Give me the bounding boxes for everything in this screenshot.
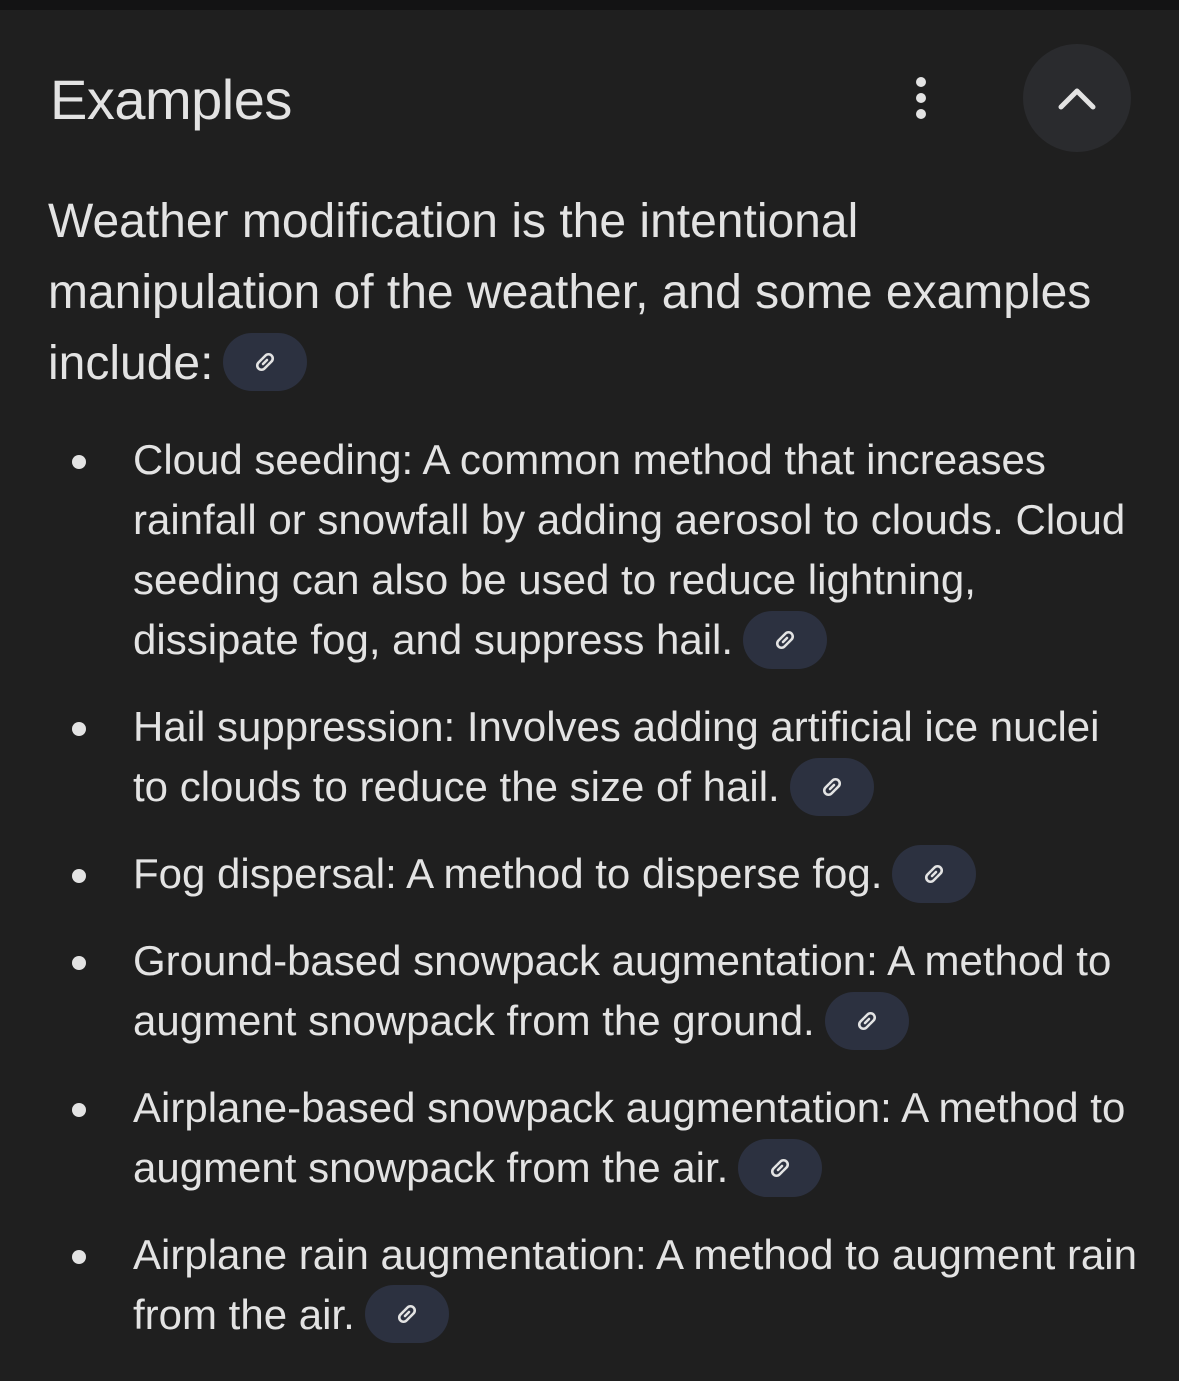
list-item	[0, 931, 1179, 1053]
examples-header	[0, 10, 1179, 180]
list-item-text: Fog dispersal: A method to disperse fog.	[133, 849, 883, 897]
source-link-chip[interactable]	[365, 1285, 449, 1343]
source-link-chip[interactable]	[892, 845, 976, 903]
list-item-text: Airplane rain augmentation: A method to augment rain from the air.	[133, 1230, 1137, 1338]
bullet	[72, 722, 86, 736]
link-icon	[770, 625, 800, 655]
bullet	[72, 455, 86, 469]
intro-text: Weather modification is the intentional manipulation of the weather, and some examples include:	[48, 195, 1092, 390]
list-item	[0, 1078, 1179, 1200]
chevron-up-icon	[1057, 85, 1097, 111]
link-icon	[817, 772, 847, 802]
source-link-chip[interactable]	[738, 1139, 822, 1197]
list-item	[0, 844, 1179, 906]
more-vert-icon	[914, 76, 928, 120]
source-link-chip[interactable]	[743, 611, 827, 669]
bullet	[72, 869, 86, 883]
link-icon	[392, 1299, 422, 1329]
intro-source-link[interactable]	[223, 333, 307, 391]
list-item-text: Hail suppression: Involves adding artificial ice nuclei to clouds to reduce the size of hail.	[133, 702, 1100, 810]
collapse-button[interactable]	[1023, 44, 1131, 152]
list-item	[0, 430, 1179, 672]
list-item-text: Cloud seeding: A common method that increases rainfall or snowfall by adding aerosol to clouds. Cloud seeding can also be used to reduce lightning, dissipate fog, and suppress hail.	[133, 436, 1126, 663]
bullet	[72, 1103, 86, 1117]
section-title: Examples	[50, 68, 292, 131]
list-item-text: Airplane-based snowpack augmentation: A method to augment snowpack from the air.	[133, 1083, 1126, 1191]
source-link-chip[interactable]	[825, 992, 909, 1050]
bullet	[72, 1250, 86, 1264]
examples-list	[0, 430, 1179, 1371]
bullet	[72, 956, 86, 970]
list-item-text: Ground-based snowpack augmentation: A method to augment snowpack from the ground.	[133, 936, 1112, 1044]
list-item	[0, 1225, 1179, 1347]
top-divider	[0, 0, 1179, 10]
link-icon	[765, 1153, 795, 1183]
source-link-chip[interactable]	[790, 758, 874, 816]
link-icon	[250, 347, 280, 377]
list-item	[0, 697, 1179, 819]
link-icon	[852, 1006, 882, 1036]
more-options-button[interactable]	[896, 68, 946, 128]
link-icon	[919, 859, 949, 889]
intro-paragraph	[48, 186, 1138, 399]
